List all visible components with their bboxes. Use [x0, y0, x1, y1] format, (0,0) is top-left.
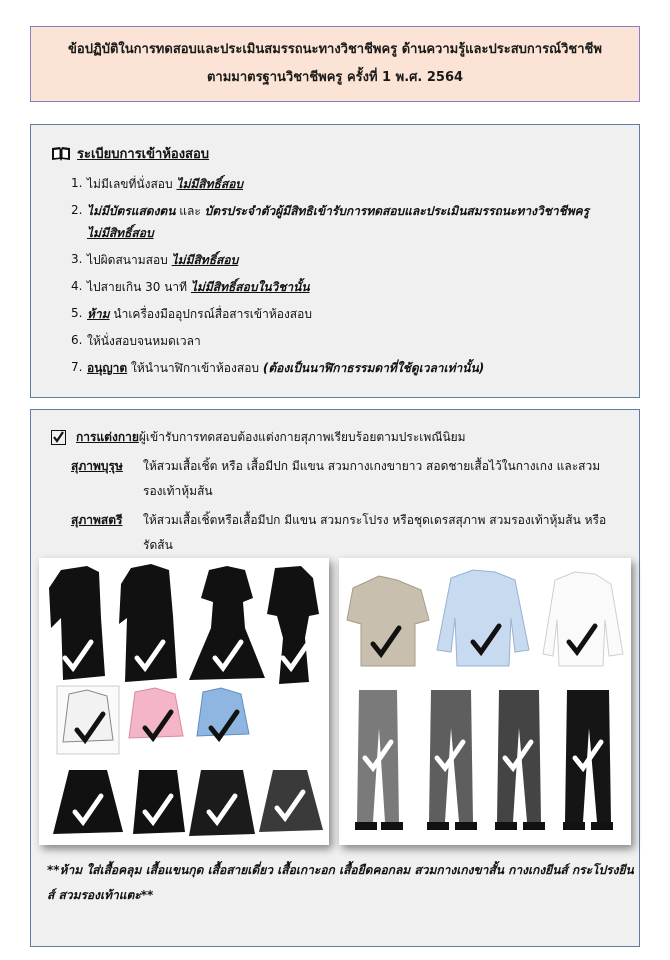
shirt-icon: [347, 576, 429, 666]
trousers-icon: [355, 690, 403, 830]
women-clothing-photo: [39, 558, 329, 845]
women-dress-row: [71, 508, 613, 558]
skirt-icon: [133, 770, 185, 834]
open-book-icon: [51, 146, 71, 162]
shirt-icon: [437, 570, 529, 666]
dress-icon: [189, 566, 265, 680]
blouse-icon: [197, 688, 249, 738]
dress-icon: [49, 566, 105, 680]
trousers-icon: [563, 690, 613, 830]
dress-code-intro: ผู้เข้ารับการทดสอบต้องแต่งกายสุภาพเรียบร้อยตามประเพณีนิยม: [138, 430, 466, 444]
dress-code-section: [30, 409, 640, 947]
dress-code-title: การแต่งกาย: [76, 430, 139, 444]
checkbox-checked-icon: [51, 430, 66, 445]
men-text: ให้สวมเสื้อเชิ้ต หรือ เสื้อมีปก มีแขน สวมกางเกงขายาว สอดชายเสื้อไว้ในกางเกง และสวมรองเท้าหุ้มส้น: [143, 459, 601, 498]
skirt-icon: [189, 770, 255, 836]
dress-prohibition-note: **ห้าม ใส่เสื้อคลุม เสื้อแขนกุด เสื้อสายเดี่ยว เสื้อเกาะอก เสื้อยืดคอกลม สวมกางเกงขาสั้น กางเกงยีนส์ กระโปรงยีนส์ สวมรองเท้าแตะ**: [47, 863, 634, 902]
exam-rules-section: [30, 124, 640, 398]
dress-code-heading: [51, 428, 466, 447]
rule-item: 7. อนุญาต ให้นำนาฬิกาเข้าห้องสอบ (ต้องเป็นนาฬิกาธรรมดาที่ใช้ดูเวลาเท่านั้น): [71, 360, 485, 375]
men-clothing-photo: [339, 558, 631, 845]
rule-item: 4. ไปสายเกิน 30 นาที ไม่มีสิทธิ์สอบในวิชานั้น: [71, 279, 310, 294]
page-title-line1: ข้อปฏิบัติในการทดสอบและประเมินสมรรถนะทางวิชาชีพครู ด้านความรู้และประสบการณ์วิชาชีพ: [68, 42, 602, 57]
women-text: ให้สวมเสื้อเชิ้ตหรือเสื้อมีปก มีแขน สวมกระโปรง หรือชุดเดรสสุภาพ สวมรองเท้าหุ้มส้น หรือรัดส้น: [143, 513, 607, 552]
exam-rules-title: ระเบียบการเข้าห้องสอบ: [77, 147, 210, 162]
exam-rules-heading: [51, 143, 639, 164]
rule-item: 5. ห้าม นำเครื่องมืออุปกรณ์สื่อสารเข้าห้องสอบ: [71, 306, 312, 321]
dress-icon: [267, 566, 319, 684]
blouse-icon: [129, 688, 183, 738]
women-label: สุภาพสตรี: [71, 513, 123, 527]
skirt-icon: [53, 770, 123, 834]
page-title-box: [30, 26, 640, 102]
dress-icon: [119, 564, 177, 682]
men-label: สุภาพบุรุษ: [71, 459, 123, 473]
trousers-icon: [427, 690, 477, 830]
trousers-icon: [495, 690, 545, 830]
rule-item: 1. ไม่มีเลขที่นั่งสอบ ไม่มีสิทธิ์สอบ: [71, 176, 244, 191]
men-dress-row: [71, 454, 613, 504]
page-title-line2: ตามมาตรฐานวิชาชีพครู ครั้งที่ 1 พ.ศ. 2564: [206, 70, 464, 85]
exam-rules-list: [51, 170, 639, 381]
blouse-icon: [57, 686, 119, 754]
shirt-icon: [543, 572, 623, 666]
skirt-icon: [259, 770, 323, 832]
rule-item: 6. ให้นั่งสอบจนหมดเวลา: [71, 333, 201, 348]
rule-item: 2. ไม่มีบัตรแสดงตน และ บัตรประจำตัวผู้มีสิทธิเข้ารับการทดสอบและประเมินสมรรถนะทางวิชาชีพครู ไม่มีสิทธิ์สอบ: [71, 203, 590, 240]
rule-item: 3. ไปผิดสนามสอบ ไม่มีสิทธิ์สอบ: [71, 252, 239, 267]
